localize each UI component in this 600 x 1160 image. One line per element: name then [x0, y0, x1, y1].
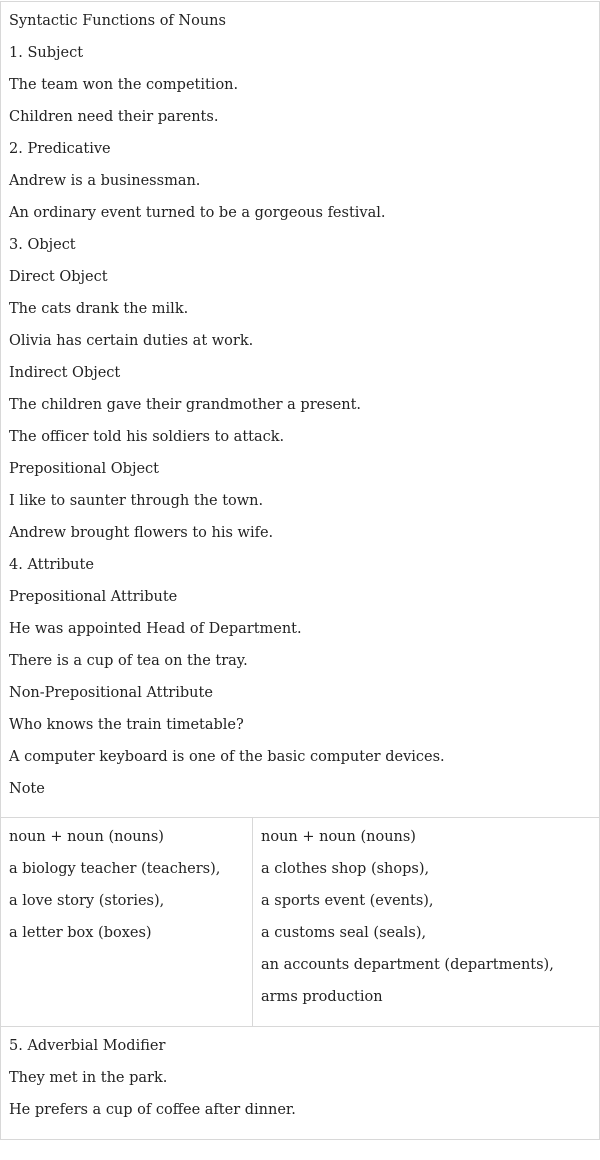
subheading-prepositional-attribute: Prepositional Attribute	[9, 589, 178, 605]
example-line: Who knows the train timetable?	[9, 717, 244, 733]
document-title: Syntactic Functions of Nouns	[9, 13, 226, 29]
subheading-indirect-object: Indirect Object	[9, 365, 121, 381]
example-line: The team won the competition.	[9, 77, 239, 93]
section-heading-attribute: 4. Attribute	[9, 557, 94, 573]
example-line: The officer told his soldiers to attack.	[9, 429, 285, 445]
note-table-cell: noun + noun (nouns)	[9, 829, 164, 845]
example-line: I like to saunter through the town.	[9, 493, 264, 509]
example-line: Olivia has certain duties at work.	[9, 333, 254, 349]
example-line: They met in the park.	[9, 1070, 168, 1086]
note-table-left-column	[1, 818, 253, 1026]
note-table-cell: an accounts department (departments),	[261, 957, 554, 973]
note-table-cell: noun + noun (nouns)	[261, 829, 416, 845]
example-line: The cats drank the milk.	[9, 301, 189, 317]
example-line: There is a cup of tea on the tray.	[9, 653, 248, 669]
example-line: A computer keyboard is one of the basic computer devices.	[9, 749, 445, 765]
section-heading-object: 3. Object	[9, 237, 76, 253]
note-table-cell: arms production	[261, 989, 383, 1005]
note-table-right-column	[253, 818, 599, 1026]
note-table-cell: a letter box (boxes)	[9, 925, 152, 941]
note-table-cell: a love story (stories),	[9, 893, 165, 909]
note-table	[0, 817, 600, 1027]
note-table-cell: a clothes shop (shops),	[261, 861, 430, 877]
section-heading-subject: 1. Subject	[9, 45, 84, 61]
note-table-cell: a sports event (events),	[261, 893, 434, 909]
section-heading-adverbial-modifier: 5. Adverbial Modifier	[9, 1038, 166, 1054]
note-table-cell: a customs seal (seals),	[261, 925, 427, 941]
main-lines	[1, 2, 599, 805]
main-content-block	[0, 1, 600, 818]
example-line: Andrew brought flowers to his wife.	[9, 525, 274, 541]
subheading-direct-object: Direct Object	[9, 269, 108, 285]
note-table-cell: a biology teacher (teachers),	[9, 861, 221, 877]
example-line: An ordinary event turned to be a gorgeous festival.	[9, 205, 386, 221]
note-label: Note	[9, 781, 45, 797]
example-line: The children gave their grandmother a present.	[9, 397, 362, 413]
subheading-prepositional-object: Prepositional Object	[9, 461, 159, 477]
example-line: Andrew is a businessman.	[9, 173, 201, 189]
adverbial-modifier-block	[0, 1026, 600, 1140]
example-line: Children need their parents.	[9, 109, 219, 125]
section-heading-predicative: 2. Predicative	[9, 141, 111, 157]
example-line: He was appointed Head of Department.	[9, 621, 302, 637]
example-line: He prefers a cup of coffee after dinner.	[9, 1102, 296, 1118]
subheading-non-prepositional-attribute: Non-Prepositional Attribute	[9, 685, 213, 701]
